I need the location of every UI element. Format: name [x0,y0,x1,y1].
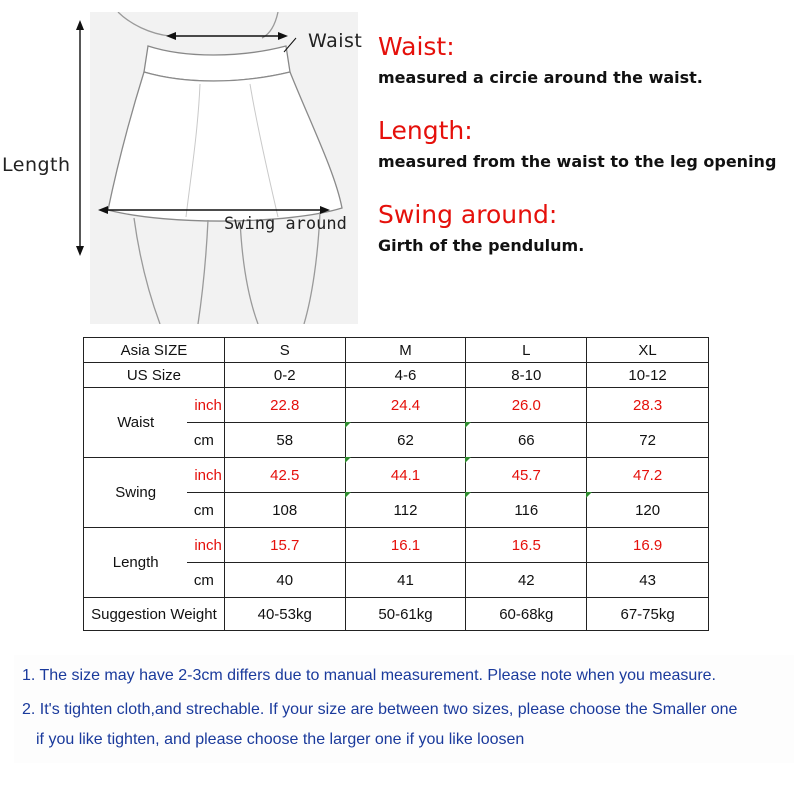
definition-swing [378,200,793,288]
table-cell: 24.4 [345,388,466,423]
length-arrow [70,18,90,258]
row-label: Suggestion Weight [84,598,225,631]
table-cell: 16.9 [587,528,709,563]
table-row-length-inch [84,528,709,563]
table-cell: 16.1 [345,528,466,563]
row-label: US Size [84,363,225,388]
unit-label: cm [187,423,224,458]
definition-waist [378,32,793,120]
table-cell: 10-12 [587,363,709,388]
table-cell: 42.5 [224,458,345,493]
group-label-swing: Swing [84,458,188,528]
table-cell: 58 [224,423,345,458]
table-row-weight [84,598,709,631]
table-cell: 26.0 [466,388,587,423]
table-cell: 0-2 [224,363,345,388]
table-row-asia-size [84,338,709,363]
skirt-illustration [90,12,358,324]
size-cell: S [224,338,345,363]
table-row-us-size [84,363,709,388]
size-notes [14,655,794,763]
note-line-2: 2. It's tighten cloth,and strechable. If your size are between two sizes, please choose the Smaller one [22,701,738,718]
table-cell: 40-53kg [224,598,345,631]
skirt-sketch-graphic [90,12,358,324]
definition-text: measured a circie around the waist. [378,68,703,87]
table-cell: 41 [345,563,466,598]
size-cell: XL [587,338,709,363]
definition-text: Girth of the pendulum. [378,236,585,255]
table-cell: 44.1 [345,458,466,493]
measurement-definitions [378,32,793,288]
table-cell: 8-10 [466,363,587,388]
table-cell: 28.3 [587,388,709,423]
table-cell: 67-75kg [587,598,709,631]
table-cell: 43 [587,563,709,598]
size-cell: M [345,338,466,363]
definition-term: Swing around: [378,200,558,229]
group-label-length: Length [84,528,188,598]
waist-arrow-label: Waist [308,30,363,52]
group-label-waist: Waist [84,388,188,458]
table-cell: 45.7 [466,458,587,493]
size-chart-table [83,337,709,631]
unit-label: cm [187,493,224,528]
table-cell: 108 [224,493,345,528]
table-cell: 4-6 [345,363,466,388]
table-cell: 60-68kg [466,598,587,631]
table-cell: 50-61kg [345,598,466,631]
table-cell: 40 [224,563,345,598]
size-cell: L [466,338,587,363]
table-cell: 72 [587,423,709,458]
definition-text: measured from the waist to the leg opening [378,152,777,171]
table-row-swing-inch [84,458,709,493]
table-cell: 120 [587,493,709,528]
definition-length [378,116,793,204]
table-cell: 116 [466,493,587,528]
table-cell: 15.7 [224,528,345,563]
definition-term: Waist: [378,32,455,61]
definition-term: Length: [378,116,473,145]
note-line-3: if you like tighten, and please choose the larger one if you like loosen [36,731,525,748]
table-cell: 112 [345,493,466,528]
table-cell: 66 [466,423,587,458]
table-cell: 42 [466,563,587,598]
table-cell: 22.8 [224,388,345,423]
row-label: Asia SIZE [84,338,225,363]
swing-arrow-label: Swing around [224,214,347,234]
note-line-1: 1. The size may have 2-3cm differs due to manual measurement. Please note when you measure. [22,667,716,684]
unit-label: inch [187,458,224,493]
unit-label: cm [187,563,224,598]
table-cell: 62 [345,423,466,458]
table-cell: 47.2 [587,458,709,493]
unit-label: inch [187,528,224,563]
length-arrow-label: Length [2,154,71,176]
unit-label: inch [187,388,224,423]
table-row-waist-inch [84,388,709,423]
table-cell: 16.5 [466,528,587,563]
